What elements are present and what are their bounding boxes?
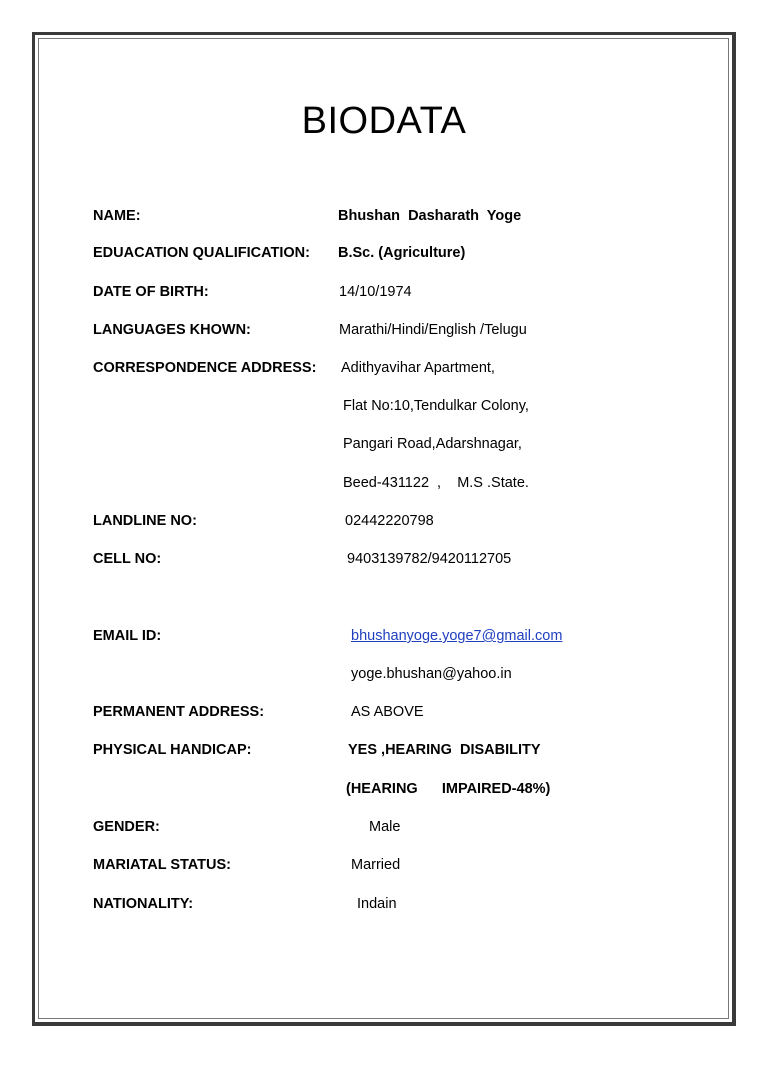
name-label: NAME: [93,208,141,224]
gender-label: GENDER: [93,819,160,835]
correspondence-line-2: Flat No:10,Tendulkar Colony, [343,398,529,414]
landline-label: LANDLINE NO: [93,513,197,529]
email-primary-link[interactable]: bhushanyoge.yoge7@gmail.com [351,628,563,644]
correspondence-label: CORRESPONDENCE ADDRESS: [93,360,317,376]
cell-value: 9403139782/9420112705 [347,551,512,567]
permanent-address-value: AS ABOVE [351,704,424,720]
email-secondary: yoge.bhushan@yahoo.in [351,666,512,682]
nationality-value: Indain [357,896,397,912]
correspondence-line-1: Adithyavihar Apartment, [341,360,495,376]
nationality-label: NATIONALITY: [93,896,194,912]
languages-label: LANGUAGES KHOWN: [93,322,251,338]
name-value: Bhushan Dasharath Yoge [338,208,522,224]
dob-label: DATE OF BIRTH: [93,284,209,300]
correspondence-line-3: Pangari Road,Adarshnagar, [343,436,522,452]
correspondence-line-4: Beed-431122 , M.S .State. [343,475,529,491]
permanent-address-label: PERMANENT ADDRESS: [93,704,265,720]
education-value: B.Sc. (Agriculture) [338,245,466,261]
marital-value: Married [351,857,401,873]
education-label: EDUACATION QUALIFICATION: [93,245,310,261]
marital-label: MARIATAL STATUS: [93,857,231,873]
landline-value: 02442220798 [345,513,434,529]
languages-value: Marathi/Hindi/English /Telugu [339,322,527,338]
email-label: EMAIL ID: [93,628,162,644]
handicap-value-2: (HEARING IMPAIRED-48%) [346,781,551,797]
handicap-label: PHYSICAL HANDICAP: [93,742,252,758]
page-border [32,32,736,1026]
handicap-value-1: YES ,HEARING DISABILITY [348,742,541,758]
dob-value: 14/10/1974 [339,284,412,300]
cell-label: CELL NO: [93,551,162,567]
page-title: BIODATA [301,100,467,142]
gender-value: Male [369,819,401,835]
